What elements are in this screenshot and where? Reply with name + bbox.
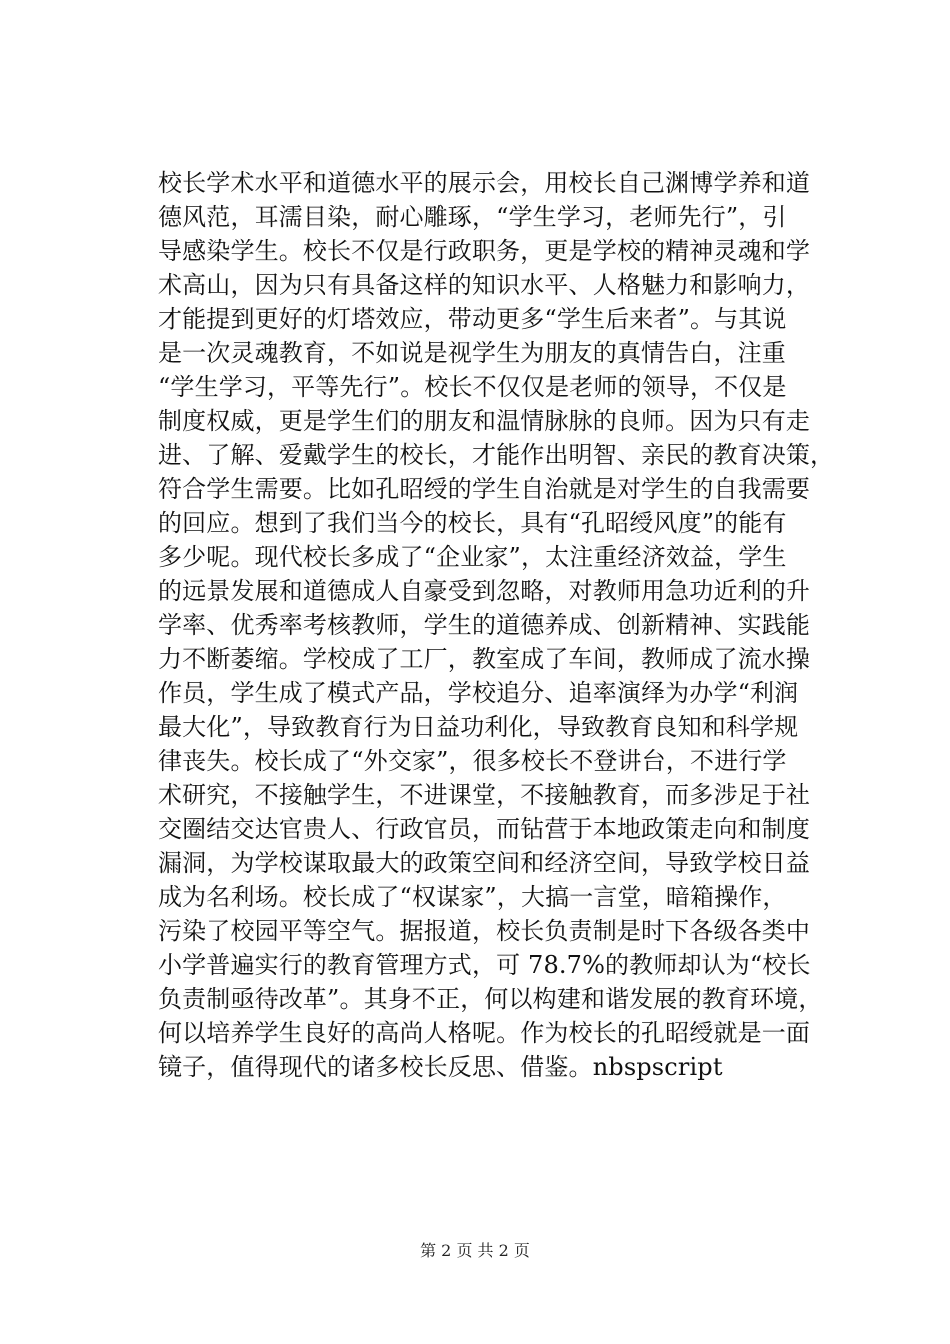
text-line: 负责制亟待改革”。其身不正，何以构建和谐发展的教育环境， bbox=[158, 985, 823, 1013]
text-line: 的远景发展和道德成人自豪受到忽略，对教师用急功近利的升 bbox=[158, 577, 811, 605]
text-line: 术高山，因为只有具备这样的知识水平、人格魅力和影响力， bbox=[158, 271, 811, 299]
text-line: 符合学生需要。比如孔昭绶的学生自治就是对学生的自我需要 bbox=[158, 475, 811, 503]
text-line: 是一次灵魂教育，不如说是视学生为朋友的真情告白，注重 bbox=[158, 339, 786, 367]
text-line: 制度权威，更是学生们的朋友和温情脉脉的良师。因为只有走 bbox=[158, 407, 811, 435]
text-line: 才能提到更好的灯塔效应，带动更多“学生后来者”。与其说 bbox=[158, 305, 787, 333]
text-line: 进、了解、爱戴学生的校长，才能作出明智、亲民的教育决策， bbox=[158, 441, 835, 469]
text-line: 作员，学生成了模式产品，学校追分、追率演绎为办学“利润 bbox=[158, 679, 799, 707]
body-paragraph bbox=[158, 166, 858, 1084]
text-line: 最大化”，导致教育行为日益功利化，导致教育良知和科学规 bbox=[158, 713, 799, 741]
text-line: 交圈结交达官贵人、行政官员，而钻营于本地政策走向和制度 bbox=[158, 815, 811, 843]
text-line: 学率、优秀率考核教师，学生的道德养成、创新精神、实践能 bbox=[158, 611, 811, 639]
page-number-footer: 第 2 页 共 2 页 bbox=[420, 1241, 530, 1260]
text-line: 小学普遍实行的教育管理方式，可 78.7%的教师却认为“校长 bbox=[158, 951, 811, 979]
text-line: 多少呢。现代校长多成了“企业家”，太注重经济效益，学生 bbox=[158, 543, 787, 571]
text-line: 成为名利场。校长成了“权谋家”，大搞一言堂，暗箱操作， bbox=[158, 883, 787, 911]
text-line: 校长学术水平和道德水平的展示会，用校长自己渊博学养和道 bbox=[158, 169, 811, 197]
text-line: 污染了校园平等空气。据报道，校长负责制是时下各级各类中 bbox=[158, 917, 811, 945]
text-line: 律丧失。校长成了“外交家”，很多校长不登讲台，不进行学 bbox=[158, 747, 787, 775]
text-line: “学生学习，平等先行”。校长不仅仅是老师的领导，不仅是 bbox=[158, 373, 787, 401]
text-line: 的回应。想到了我们当今的校长，具有“孔昭绶风度”的能有 bbox=[158, 509, 787, 537]
text-line: 德风范，耳濡目染，耐心雕琢，“学生学习，老师先行”，引 bbox=[158, 203, 787, 231]
text-line: 镜子，值得现代的诸多校长反思、借鉴。nbspscript bbox=[158, 1053, 723, 1081]
text-line: 漏洞，为学校谋取最大的政策空间和经济空间，导致学校日益 bbox=[158, 849, 811, 877]
text-line: 术研究，不接触学生，不进课堂，不接触教育，而多涉足于社 bbox=[158, 781, 811, 809]
text-line: 导感染学生。校长不仅是行政职务，更是学校的精神灵魂和学 bbox=[158, 237, 811, 265]
text-line: 力不断萎缩。学校成了工厂，教室成了车间，教师成了流水操 bbox=[158, 645, 811, 673]
text-line: 何以培养学生良好的高尚人格呢。作为校长的孔昭绶就是一面 bbox=[158, 1019, 811, 1047]
